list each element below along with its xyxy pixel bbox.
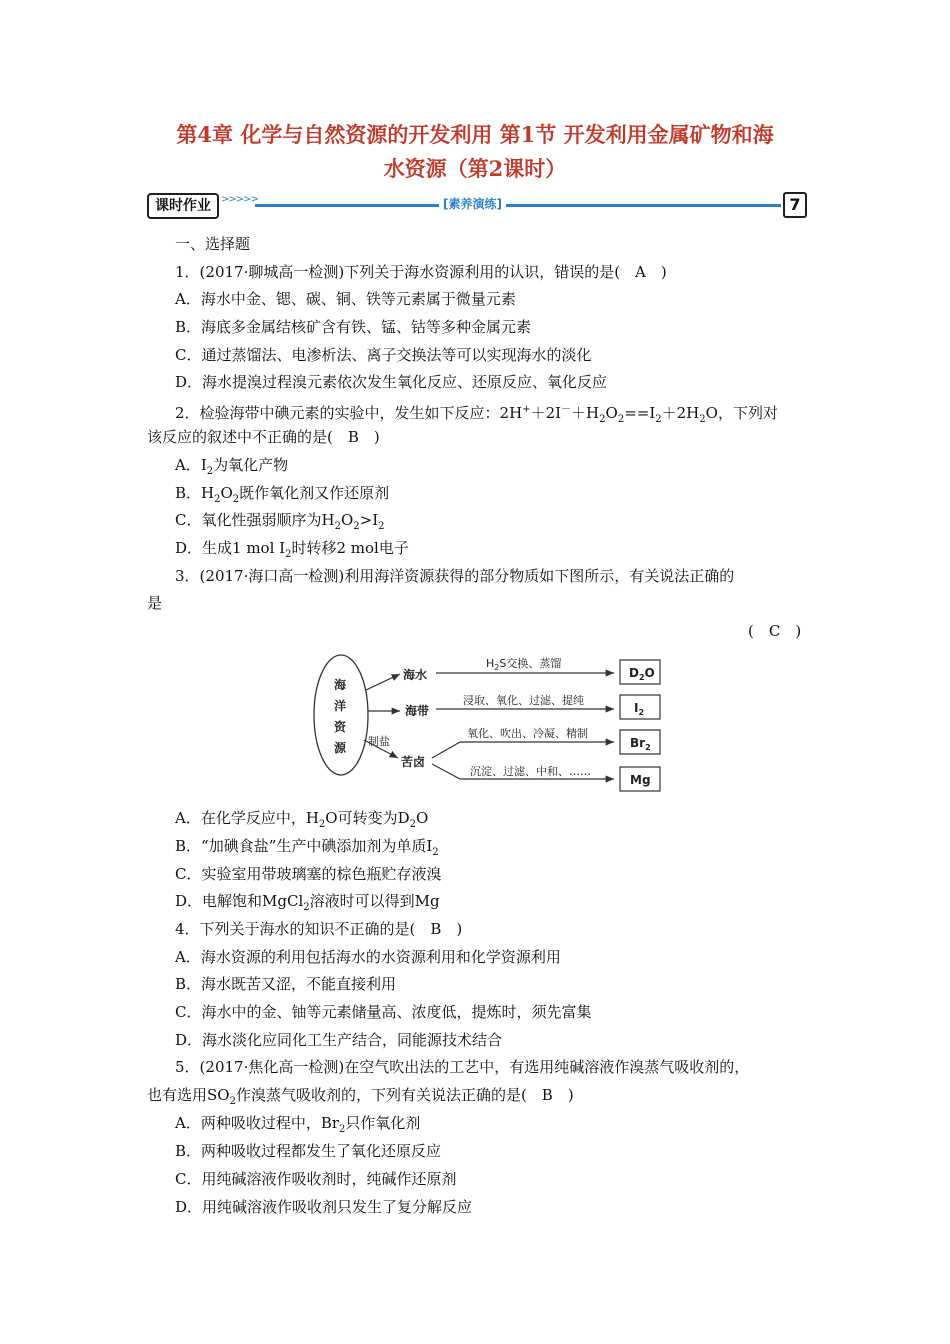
q3-stem-line1: 3．(2017·海口高一检测)利用海洋资源获得的部分物质如下图所示，有关说法正确的 (175, 567, 735, 585)
prod3-br: Br (630, 736, 646, 750)
q4-stem: 4．下列关于海水的知识不正确的是( B ) (175, 920, 463, 938)
q1-option-a: A．海水中金、锶、碳、铜、铁等元素属于微量元素 (175, 290, 516, 308)
q2-stem-mid2: ＋H (571, 404, 600, 422)
sub-2: 2 (214, 494, 221, 505)
banner-number: 7 (783, 192, 807, 218)
q2-b-post: 既作氧化剂又作还原剂 (239, 484, 390, 502)
page-title-line2: 水资源（第2课时） (383, 156, 567, 181)
sub-2: 2 (638, 708, 645, 717)
sub-2: 2 (285, 549, 292, 560)
q2-c-pre: C．氧化性强弱顺序为H (175, 511, 335, 529)
q2-a-pre: A．I (175, 456, 207, 474)
sub-2: 2 (494, 663, 500, 672)
prod1-d: D (629, 666, 639, 680)
prod2-i: I (634, 701, 639, 715)
q5-option-d: D．用纯碱溶液作吸收剂只发生了复分解反应 (175, 1198, 473, 1216)
step3-label: 氧化、吹出、冷凝、精制 (467, 727, 588, 740)
kelp-label: 海带 (405, 704, 430, 718)
q5-stem2-pre: 也有选用SO (147, 1086, 230, 1104)
q3-a-mid: O可转变为D (325, 809, 410, 827)
q3-d-pre: D．电解饱和MgCl (175, 892, 304, 910)
q2-stem-end: O，下列对 (705, 404, 778, 422)
q3-option-c: C．实验室用带玻璃塞的棕色瓶贮存液溴 (175, 865, 442, 883)
sub-2: 2 (353, 521, 360, 532)
q3-a-end: O (416, 809, 429, 827)
q2-stem-tail: ＋2H (661, 404, 700, 422)
brine-label: 苦卤 (401, 755, 426, 769)
banner-tag: 课时作业 (147, 193, 219, 219)
sub-2: 2 (699, 414, 706, 425)
q2-d-pre: D．生成1 mol I (175, 539, 286, 557)
q2-a-post: 为氧化产物 (213, 456, 289, 474)
sub-2: 2 (432, 847, 439, 858)
banner-arrows: >>>>> (221, 194, 258, 205)
q5-a-pre: A．两种吸收过程中，Br (175, 1114, 340, 1132)
q3-stem-line2: 是 (147, 594, 163, 612)
q3-b-pre: B．“加碘食盐”生产中碘添加剂为单质I (175, 837, 433, 855)
step1-label (486, 656, 561, 672)
q2-b-pre: B．H (175, 484, 215, 502)
q3-d-post: 溶液时可以得到Mg (309, 892, 440, 910)
seawater-label: 海水 (403, 668, 428, 682)
branch-up (432, 742, 460, 758)
q4-option-d: D．海水淡化应同化工生产结合，同能源技术结合 (175, 1031, 503, 1049)
sub-2: 2 (638, 673, 645, 682)
prod1-o: O (644, 666, 655, 680)
product-i2 (634, 701, 644, 717)
q4-option-c: C．海水中的金、铀等元素储量高、浓度低，提炼时，须先富集 (175, 1003, 592, 1021)
q2-o-letter: O (340, 511, 354, 529)
sub-2: 2 (206, 466, 214, 477)
q5-a-post: 只作氧化剂 (345, 1114, 421, 1132)
sub-2: 2 (303, 902, 310, 913)
source-char-3: 资 (334, 720, 347, 734)
q1-option-b: B．海底多金属结核矿含有铁、锰、钴等多种金属元素 (175, 318, 532, 336)
q3-a-pre: A．在化学反应中，H (175, 809, 319, 827)
sub-2: 2 (318, 819, 326, 830)
step1-h: H (486, 657, 495, 670)
q2-c-mid: >I (359, 511, 379, 529)
product-mg: Mg (630, 773, 651, 787)
sub-2: 2 (334, 521, 341, 532)
step2-label: 浸取、氧化、过滤、提纯 (463, 694, 584, 707)
q5-stem-line1: 5．(2017·焦化高一检测)在空气吹出法的工艺中，有选用纯碱溶液作溴蒸气吸收剂的， (175, 1058, 750, 1076)
page-title-line1: 第4章 化学与自然资源的开发利用 第1节 开发利用金属矿物和海 (176, 122, 774, 147)
arrow-to-seawater (366, 674, 400, 690)
q2-stem-prefix: 2．检验海带中碘元素的实验中，发生如下反应：2H (175, 404, 523, 422)
q5-option-a (175, 1113, 420, 1140)
q4-option-b: B．海水既苦又涩，不能直接利用 (175, 975, 397, 993)
q2-o-letter: O (220, 484, 233, 502)
q5-option-b: B．两种吸收过程都发生了氧化还原反应 (175, 1142, 442, 1160)
q3-option-a (175, 808, 428, 835)
q2-o-letter: O (605, 404, 618, 422)
q3-option-b (175, 836, 439, 863)
sub-2: 2 (655, 414, 662, 425)
source-char-2: 洋 (334, 699, 347, 713)
q2-sup-plus: + (522, 404, 531, 415)
q1-option-c: C．通过蒸馏法、电渗析法、离子交换法等可以实现海水的淡化 (175, 346, 592, 364)
q2-stem-line2: 该反应的叙述中不正确的是( B ) (147, 428, 380, 446)
sub-2: 2 (232, 494, 240, 505)
section-heading: 一、选择题 (175, 235, 251, 253)
q3-answer: ( C ) (748, 622, 802, 640)
sub-2: 2 (599, 414, 606, 425)
source-ellipse (314, 655, 368, 775)
sub-2: 2 (229, 1096, 236, 1107)
q2-sup-minus: － (561, 404, 572, 415)
q1-option-d: D．海水提溴过程溴元素依次发生氧化反应、还原反应、氧化反应 (175, 373, 608, 391)
q2-d-post: 时转移2 mol电子 (291, 539, 409, 557)
branch-down (432, 764, 460, 779)
sub-2: 2 (378, 521, 385, 532)
product-d2o (629, 666, 655, 682)
q4-option-a: A．海水资源的利用包括海水的水资源利用和化学资源利用 (175, 948, 561, 966)
step1-text: S交换、蒸馏 (499, 657, 562, 670)
q5-stem-line2 (147, 1085, 574, 1112)
q2-stem-mid: ＋2I (530, 404, 562, 422)
q2-stem-eq: ==I (624, 404, 656, 422)
source-char-4: 源 (334, 741, 347, 755)
sub-2: 2 (645, 743, 651, 752)
sub-2: 2 (339, 1124, 346, 1135)
q3-option-d (175, 891, 440, 918)
sub-2: 2 (409, 819, 416, 830)
source-char-1: 海 (334, 678, 347, 692)
sub-2: 2 (617, 414, 625, 425)
product-br2 (630, 736, 651, 752)
q1-stem: 1．(2017·聊城高一检测)下列关于海水资源利用的认识，错误的是( A ) (175, 263, 667, 281)
salt-label: 制盐 (368, 735, 390, 748)
q5-option-c: C．用纯碱溶液作吸收剂时，纯碱作还原剂 (175, 1170, 457, 1188)
step4-label: 沉淀、过滤、中和、…… (470, 765, 591, 778)
banner-center-label: [素养演练] (439, 195, 506, 212)
q5-stem2-post: 作溴蒸气吸收剂的，下列有关说法正确的是( B ) (235, 1086, 574, 1104)
